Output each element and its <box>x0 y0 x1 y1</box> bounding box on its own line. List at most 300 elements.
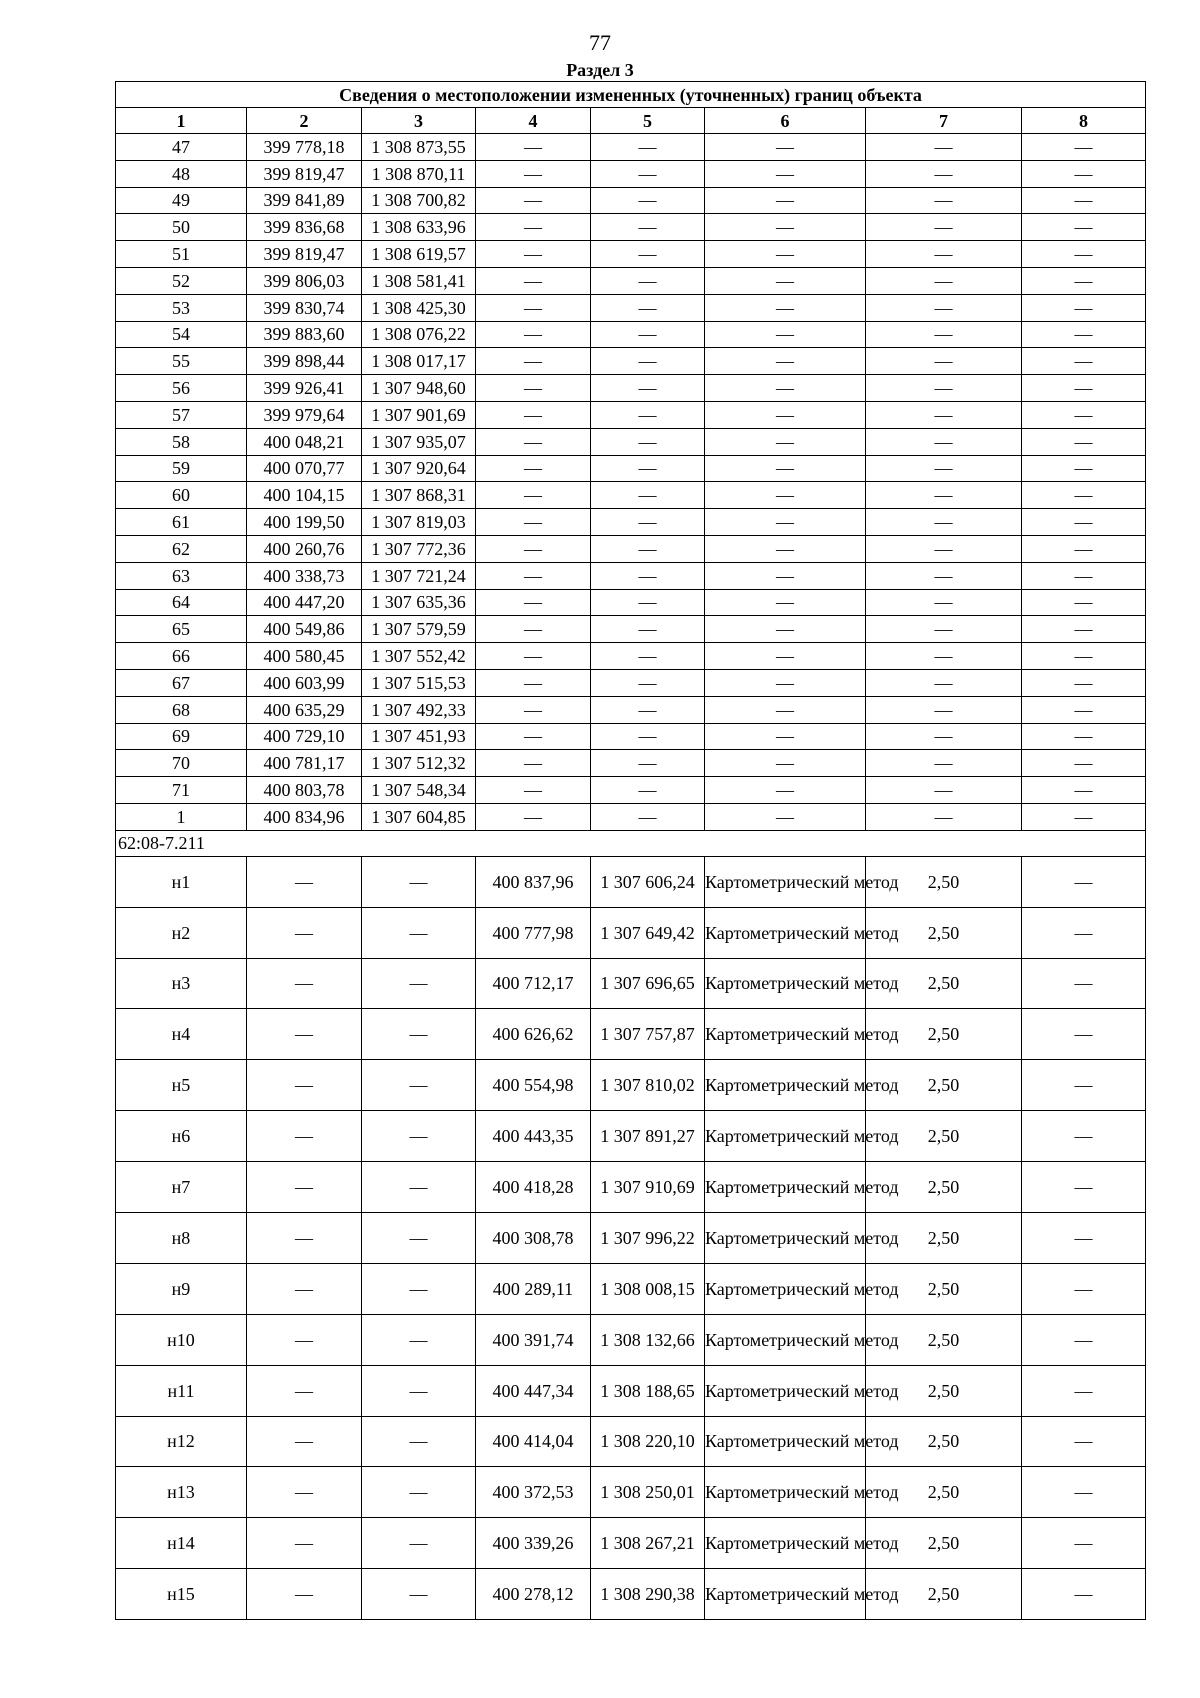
table-cell-col-3: — <box>362 907 476 958</box>
table-cell-col-5: — <box>591 214 705 241</box>
table-cell-col-7: 2,50 <box>866 1416 1022 1467</box>
table-row <box>116 509 1146 536</box>
table-cell-col-8: — <box>1022 803 1146 830</box>
table-cell-col-2: 399 926,41 <box>247 375 362 402</box>
table-cell-col-5: 1 308 250,01 <box>591 1467 705 1518</box>
table-cell-col-4: 400 308,78 <box>476 1212 591 1263</box>
table-cell-col-4: — <box>476 669 591 696</box>
table-cell-col-2: 399 898,44 <box>247 348 362 375</box>
table-cell-col-4: 400 391,74 <box>476 1314 591 1365</box>
table-cell-col-6: Картометрический метод <box>705 1111 866 1162</box>
table-cell-col-3: 1 307 579,59 <box>362 616 476 643</box>
table-cell-col-5: — <box>591 321 705 348</box>
table-cell-col-5: — <box>591 669 705 696</box>
table-row <box>116 856 1146 907</box>
table-cell-col-5: 1 308 188,65 <box>591 1365 705 1416</box>
table-cell-col-8: — <box>1022 856 1146 907</box>
table-cell-col-6: Картометрический метод <box>705 1365 866 1416</box>
table-cell-col-2: 400 549,86 <box>247 616 362 643</box>
table-cell-col-3: — <box>362 1060 476 1111</box>
table-cell-col-2: 399 979,64 <box>247 401 362 428</box>
table-row <box>116 348 1146 375</box>
table-cell-col-5: 1 307 757,87 <box>591 1009 705 1060</box>
table-cell-col-2: 399 883,60 <box>247 321 362 348</box>
table-cell-col-1: 50 <box>116 214 247 241</box>
table-row <box>116 482 1146 509</box>
table-cell-col-4: — <box>476 294 591 321</box>
table-cell-col-6: — <box>705 750 866 777</box>
table-cell-col-2: 400 048,21 <box>247 428 362 455</box>
table-cell-col-5: 1 308 267,21 <box>591 1518 705 1569</box>
table-row <box>116 1518 1146 1569</box>
table-cell-col-8: — <box>1022 907 1146 958</box>
table-row <box>116 616 1146 643</box>
table-cell-col-7: — <box>866 375 1022 402</box>
table-cell-col-3: — <box>362 1009 476 1060</box>
table-cell-col-2: 400 447,20 <box>247 589 362 616</box>
boundary-table <box>115 81 1146 1620</box>
table-cell-col-1: н6 <box>116 1111 247 1162</box>
table-cell-col-5: — <box>591 160 705 187</box>
table-cell-col-4: — <box>476 321 591 348</box>
table-cell-col-7: — <box>866 696 1022 723</box>
table-cell-col-3: — <box>362 958 476 1009</box>
table-cell-col-4: — <box>476 562 591 589</box>
table-cell-col-3: 1 307 515,53 <box>362 669 476 696</box>
table-cell-col-1: н7 <box>116 1162 247 1213</box>
table-row <box>116 535 1146 562</box>
object-label: 62:08-7.211 <box>116 830 1146 856</box>
table-cell-col-6: Картометрический метод <box>705 907 866 958</box>
table-cell-col-4: — <box>476 750 591 777</box>
table-cell-col-1: 62 <box>116 535 247 562</box>
table-cell-col-4: — <box>476 535 591 562</box>
table-cell-col-7: — <box>866 482 1022 509</box>
column-header-5: 5 <box>591 108 705 134</box>
table-cell-col-7: — <box>866 777 1022 804</box>
table-cell-col-7: — <box>866 241 1022 268</box>
table-cell-col-5: — <box>591 455 705 482</box>
table-cell-col-6: — <box>705 321 866 348</box>
table-cell-col-7: — <box>866 134 1022 161</box>
table-cell-col-2: — <box>247 1111 362 1162</box>
table-cell-col-8: — <box>1022 562 1146 589</box>
table-cell-col-2: 400 199,50 <box>247 509 362 536</box>
table-cell-col-8: — <box>1022 1569 1146 1620</box>
table-cell-col-3: 1 308 017,17 <box>362 348 476 375</box>
table-cell-col-3: 1 307 512,32 <box>362 750 476 777</box>
table-cell-col-1: 47 <box>116 134 247 161</box>
table-cell-col-5: 1 308 132,66 <box>591 1314 705 1365</box>
table-cell-col-7: 2,50 <box>866 1467 1022 1518</box>
table-cell-col-2: 400 104,15 <box>247 482 362 509</box>
table-cell-col-4: — <box>476 589 591 616</box>
table-cell-col-1: 67 <box>116 669 247 696</box>
table-cell-col-1: 51 <box>116 241 247 268</box>
table-cell-col-7: — <box>866 267 1022 294</box>
table-cell-col-8: — <box>1022 321 1146 348</box>
table-cell-col-7: 2,50 <box>866 1009 1022 1060</box>
table-cell-col-1: 70 <box>116 750 247 777</box>
table-cell-col-4: — <box>476 482 591 509</box>
table-row <box>116 1314 1146 1365</box>
table-cell-col-7: 2,50 <box>866 1569 1022 1620</box>
table-row <box>116 589 1146 616</box>
table-row <box>116 455 1146 482</box>
table-cell-col-5: 1 307 996,22 <box>591 1212 705 1263</box>
table-cell-col-3: 1 307 868,31 <box>362 482 476 509</box>
table-cell-col-7: 2,50 <box>866 856 1022 907</box>
table-cell-col-8: — <box>1022 428 1146 455</box>
table-cell-col-1: 66 <box>116 643 247 670</box>
table-cell-col-3: 1 307 948,60 <box>362 375 476 402</box>
table-cell-col-1: н2 <box>116 907 247 958</box>
table-cell-col-2: — <box>247 1518 362 1569</box>
table-cell-col-3: 1 308 633,96 <box>362 214 476 241</box>
table-cell-col-6: Картометрический метод <box>705 1212 866 1263</box>
table-row <box>116 1111 1146 1162</box>
table-body <box>116 134 1146 1620</box>
table-cell-col-6: — <box>705 214 866 241</box>
table-cell-col-5: — <box>591 616 705 643</box>
table-caption-row <box>116 82 1146 108</box>
table-cell-col-8: — <box>1022 1467 1146 1518</box>
table-cell-col-3: — <box>362 1518 476 1569</box>
table-cell-col-6: — <box>705 509 866 536</box>
table-cell-col-2: 399 806,03 <box>247 267 362 294</box>
table-cell-col-3: 1 308 870,11 <box>362 160 476 187</box>
table-cell-col-5: — <box>591 777 705 804</box>
table-cell-col-3: — <box>362 1212 476 1263</box>
table-cell-col-3: 1 307 604,85 <box>362 803 476 830</box>
table-cell-col-2: 400 603,99 <box>247 669 362 696</box>
table-cell-col-6: — <box>705 267 866 294</box>
table-cell-col-3: — <box>362 1314 476 1365</box>
table-cell-col-1: н13 <box>116 1467 247 1518</box>
table-cell-col-8: — <box>1022 1263 1146 1314</box>
table-cell-col-6: Картометрический метод <box>705 1569 866 1620</box>
table-cell-col-5: — <box>591 241 705 268</box>
table-cell-col-8: — <box>1022 1416 1146 1467</box>
table-cell-col-6: — <box>705 294 866 321</box>
column-header-row <box>116 108 1146 134</box>
table-cell-col-7: — <box>866 750 1022 777</box>
table-cell-col-2: — <box>247 958 362 1009</box>
table-cell-col-5: 1 307 810,02 <box>591 1060 705 1111</box>
table-cell-col-1: н9 <box>116 1263 247 1314</box>
table-cell-col-3: 1 308 700,82 <box>362 187 476 214</box>
table-cell-col-1: 57 <box>116 401 247 428</box>
table-cell-col-1: 58 <box>116 428 247 455</box>
table-cell-col-5: — <box>591 134 705 161</box>
table-cell-col-2: 400 781,17 <box>247 750 362 777</box>
table-cell-col-8: — <box>1022 1162 1146 1213</box>
table-cell-col-5: 1 307 910,69 <box>591 1162 705 1213</box>
table-cell-col-5: — <box>591 294 705 321</box>
table-cell-col-1: н10 <box>116 1314 247 1365</box>
table-row <box>116 134 1146 161</box>
table-cell-col-6: Картометрический метод <box>705 1518 866 1569</box>
table-cell-col-8: — <box>1022 1212 1146 1263</box>
table-cell-col-4: 400 777,98 <box>476 907 591 958</box>
table-cell-col-1: 68 <box>116 696 247 723</box>
table-cell-col-6: — <box>705 643 866 670</box>
table-cell-col-4: 400 443,35 <box>476 1111 591 1162</box>
table-cell-col-5: — <box>591 509 705 536</box>
table-cell-col-4: — <box>476 777 591 804</box>
table-cell-col-3: — <box>362 1467 476 1518</box>
table-cell-col-1: 56 <box>116 375 247 402</box>
table-cell-col-3: 1 308 619,57 <box>362 241 476 268</box>
table-cell-col-3: 1 307 920,64 <box>362 455 476 482</box>
table-cell-col-7: — <box>866 321 1022 348</box>
table-cell-col-7: 2,50 <box>866 1111 1022 1162</box>
table-cell-col-3: — <box>362 1416 476 1467</box>
table-cell-col-4: — <box>476 348 591 375</box>
table-cell-col-7: — <box>866 160 1022 187</box>
table-row <box>116 696 1146 723</box>
table-cell-col-4: — <box>476 803 591 830</box>
table-cell-col-2: — <box>247 1314 362 1365</box>
table-cell-col-4: 400 837,96 <box>476 856 591 907</box>
table-cell-col-4: 400 414,04 <box>476 1416 591 1467</box>
table-row <box>116 1467 1146 1518</box>
table-row <box>116 643 1146 670</box>
table-row <box>116 321 1146 348</box>
table-cell-col-7: 2,50 <box>866 1518 1022 1569</box>
table-cell-col-7: — <box>866 562 1022 589</box>
table-row <box>116 907 1146 958</box>
table-cell-col-3: 1 307 935,07 <box>362 428 476 455</box>
table-cell-col-2: 400 338,73 <box>247 562 362 589</box>
table-cell-col-2: 399 819,47 <box>247 160 362 187</box>
table-cell-col-4: 400 289,11 <box>476 1263 591 1314</box>
table-cell-col-5: 1 308 220,10 <box>591 1416 705 1467</box>
table-row <box>116 1212 1146 1263</box>
table-cell-col-6: — <box>705 401 866 428</box>
table-cell-col-7: — <box>866 669 1022 696</box>
table-cell-col-7: — <box>866 294 1022 321</box>
table-row <box>116 401 1146 428</box>
table-cell-col-5: 1 307 891,27 <box>591 1111 705 1162</box>
table-cell-col-2: 399 830,74 <box>247 294 362 321</box>
table-cell-col-4: 400 626,62 <box>476 1009 591 1060</box>
table-cell-col-6: — <box>705 535 866 562</box>
table-cell-col-8: — <box>1022 750 1146 777</box>
table-cell-col-6: — <box>705 696 866 723</box>
table-caption: Сведения о местоположении измененных (уточненных) границ объекта <box>116 82 1146 108</box>
table-cell-col-1: 69 <box>116 723 247 750</box>
table-cell-col-6: Картометрический метод <box>705 1416 866 1467</box>
table-cell-col-4: 400 554,98 <box>476 1060 591 1111</box>
table-cell-col-5: — <box>591 750 705 777</box>
table-cell-col-5: — <box>591 643 705 670</box>
table-cell-col-8: — <box>1022 1009 1146 1060</box>
table-cell-col-8: — <box>1022 589 1146 616</box>
table-cell-col-8: — <box>1022 294 1146 321</box>
table-cell-col-7: — <box>866 535 1022 562</box>
table-cell-col-3: — <box>362 1569 476 1620</box>
table-cell-col-7: 2,50 <box>866 1263 1022 1314</box>
table-cell-col-4: 400 712,17 <box>476 958 591 1009</box>
table-cell-col-5: — <box>591 187 705 214</box>
table-cell-col-8: — <box>1022 777 1146 804</box>
table-cell-col-3: 1 307 721,24 <box>362 562 476 589</box>
table-cell-col-7: 2,50 <box>866 907 1022 958</box>
table-cell-col-2: — <box>247 1212 362 1263</box>
table-cell-col-8: — <box>1022 187 1146 214</box>
table-cell-col-7: 2,50 <box>866 958 1022 1009</box>
table-row <box>116 1365 1146 1416</box>
table-cell-col-6: Картометрический метод <box>705 1314 866 1365</box>
table-row <box>116 428 1146 455</box>
table-cell-col-3: 1 307 552,42 <box>362 643 476 670</box>
table-cell-col-7: 2,50 <box>866 1314 1022 1365</box>
table-cell-col-5: 1 307 649,42 <box>591 907 705 958</box>
table-cell-col-8: — <box>1022 134 1146 161</box>
table-cell-col-4: 400 339,26 <box>476 1518 591 1569</box>
table-cell-col-6: — <box>705 723 866 750</box>
table-cell-col-1: 59 <box>116 455 247 482</box>
table-cell-col-2: — <box>247 1416 362 1467</box>
table-cell-col-6: — <box>705 134 866 161</box>
table-cell-col-2: — <box>247 907 362 958</box>
table-cell-col-6: — <box>705 562 866 589</box>
column-header-6: 6 <box>705 108 866 134</box>
table-cell-col-4: — <box>476 723 591 750</box>
table-cell-col-1: н11 <box>116 1365 247 1416</box>
table-cell-col-8: — <box>1022 1111 1146 1162</box>
table-cell-col-7: — <box>866 589 1022 616</box>
table-cell-col-4: — <box>476 160 591 187</box>
table-row <box>116 1162 1146 1213</box>
table-cell-col-3: 1 308 581,41 <box>362 267 476 294</box>
table-cell-col-4: — <box>476 187 591 214</box>
table-cell-col-3: 1 307 492,33 <box>362 696 476 723</box>
table-cell-col-8: — <box>1022 723 1146 750</box>
table-cell-col-3: 1 307 772,36 <box>362 535 476 562</box>
table-cell-col-8: — <box>1022 160 1146 187</box>
table-cell-col-6: — <box>705 616 866 643</box>
table-cell-col-1: 48 <box>116 160 247 187</box>
table-cell-col-5: 1 307 696,65 <box>591 958 705 1009</box>
table-cell-col-1: 63 <box>116 562 247 589</box>
table-cell-col-3: 1 308 076,22 <box>362 321 476 348</box>
table-row <box>116 1009 1146 1060</box>
table-cell-col-3: 1 308 873,55 <box>362 134 476 161</box>
table-cell-col-1: н1 <box>116 856 247 907</box>
table-cell-col-2: 400 070,77 <box>247 455 362 482</box>
table-cell-col-7: — <box>866 803 1022 830</box>
column-header-1: 1 <box>116 108 247 134</box>
table-row <box>116 1416 1146 1467</box>
table-cell-col-1: 49 <box>116 187 247 214</box>
table-cell-col-4: — <box>476 401 591 428</box>
table-row <box>116 267 1146 294</box>
column-header-2: 2 <box>247 108 362 134</box>
table-cell-col-8: — <box>1022 375 1146 402</box>
table-cell-col-1: н8 <box>116 1212 247 1263</box>
column-header-4: 4 <box>476 108 591 134</box>
table-cell-col-7: — <box>866 616 1022 643</box>
table-cell-col-2: 400 834,96 <box>247 803 362 830</box>
table-cell-col-5: — <box>591 562 705 589</box>
table-row <box>116 214 1146 241</box>
table-cell-col-3: — <box>362 1111 476 1162</box>
object-label-row <box>116 830 1146 856</box>
table-row <box>116 241 1146 268</box>
table-cell-col-8: — <box>1022 482 1146 509</box>
table-cell-col-7: — <box>866 723 1022 750</box>
table-cell-col-7: 2,50 <box>866 1212 1022 1263</box>
table-cell-col-8: — <box>1022 509 1146 536</box>
table-cell-col-4: — <box>476 616 591 643</box>
table-cell-col-1: 53 <box>116 294 247 321</box>
table-cell-col-6: — <box>705 482 866 509</box>
table-cell-col-8: — <box>1022 267 1146 294</box>
page-number: 77 <box>589 30 611 55</box>
table-cell-col-8: — <box>1022 348 1146 375</box>
table-row <box>116 1060 1146 1111</box>
table-cell-col-6: — <box>705 160 866 187</box>
table-cell-col-2: 400 729,10 <box>247 723 362 750</box>
table-row <box>116 669 1146 696</box>
table-row <box>116 803 1146 830</box>
table-row <box>116 958 1146 1009</box>
table-cell-col-4: — <box>476 375 591 402</box>
table-cell-col-1: 61 <box>116 509 247 536</box>
table-cell-col-8: — <box>1022 401 1146 428</box>
table-cell-col-1: н5 <box>116 1060 247 1111</box>
table-cell-col-6: — <box>705 803 866 830</box>
table-cell-col-8: — <box>1022 535 1146 562</box>
table-cell-col-2: 399 841,89 <box>247 187 362 214</box>
column-header-8: 8 <box>1022 108 1146 134</box>
table-row <box>116 375 1146 402</box>
table-cell-col-7: — <box>866 509 1022 536</box>
table-cell-col-1: н15 <box>116 1569 247 1620</box>
table-cell-col-5: 1 308 290,38 <box>591 1569 705 1620</box>
table-cell-col-5: — <box>591 267 705 294</box>
table-cell-col-6: Картометрический метод <box>705 1060 866 1111</box>
table-cell-col-4: — <box>476 214 591 241</box>
table-cell-col-1: н3 <box>116 958 247 1009</box>
table-cell-col-8: — <box>1022 1365 1146 1416</box>
table-cell-col-3: 1 307 451,93 <box>362 723 476 750</box>
table-cell-col-6: Картометрический метод <box>705 1009 866 1060</box>
table-cell-col-1: 55 <box>116 348 247 375</box>
table-cell-col-4: 400 418,28 <box>476 1162 591 1213</box>
table-cell-col-2: 400 803,78 <box>247 777 362 804</box>
table-cell-col-3: 1 307 819,03 <box>362 509 476 536</box>
table-cell-col-2: — <box>247 1365 362 1416</box>
table-row <box>116 294 1146 321</box>
table-cell-col-8: — <box>1022 214 1146 241</box>
table-cell-col-4: — <box>476 267 591 294</box>
table-cell-col-1: 71 <box>116 777 247 804</box>
table-cell-col-1: 64 <box>116 589 247 616</box>
table-cell-col-5: 1 308 008,15 <box>591 1263 705 1314</box>
table-cell-col-1: н12 <box>116 1416 247 1467</box>
table-cell-col-7: — <box>866 455 1022 482</box>
table-cell-col-1: н14 <box>116 1518 247 1569</box>
table-cell-col-3: 1 307 635,36 <box>362 589 476 616</box>
table-cell-col-8: — <box>1022 1314 1146 1365</box>
table-cell-col-6: — <box>705 669 866 696</box>
table-cell-col-8: — <box>1022 616 1146 643</box>
table-cell-col-2: 399 778,18 <box>247 134 362 161</box>
table-cell-col-2: — <box>247 1569 362 1620</box>
